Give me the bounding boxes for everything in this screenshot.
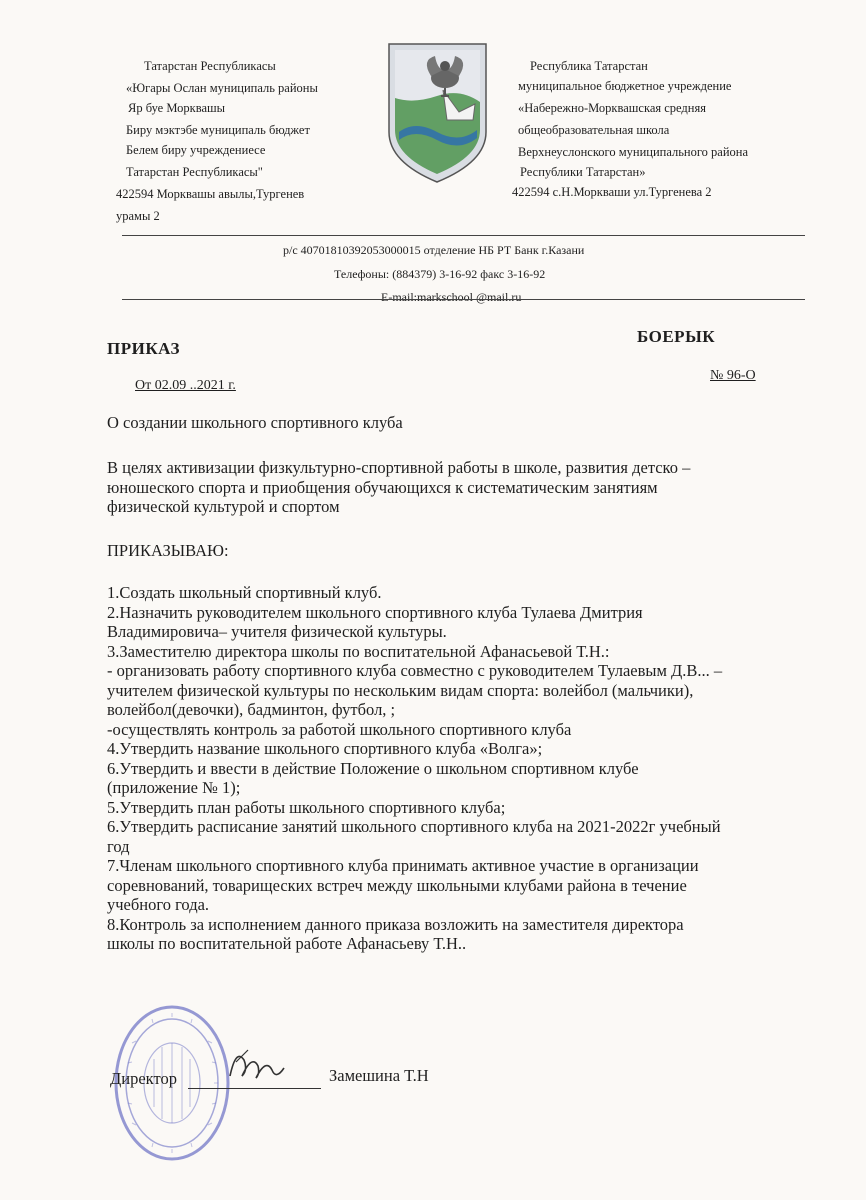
header-divider: [122, 235, 805, 236]
order-item-line: 3.Заместителю директора школы по воспитательной Афанасьевой Т.Н.:: [107, 641, 610, 661]
header-left-line: «Югары Ослан муниципаль районы: [126, 81, 318, 95]
preamble-line: В целях активизации физкультурно-спортивной работы в школе, развития детско –: [107, 458, 691, 477]
header-left-line: Биру мэктэбе муниципаль бюджет: [126, 123, 310, 137]
order-item-line: -осуществлять контроль за работой школьного спортивного клуба: [107, 719, 572, 739]
header-right-line: Верхнеуслонского муниципального района: [518, 145, 749, 159]
header-left-address: урамы 2: [116, 209, 160, 223]
order-title-tt: БОЕРЫК: [637, 327, 716, 346]
order-title-ru: ПРИКАЗ: [107, 339, 180, 358]
preamble: [107, 458, 690, 517]
order-item-line: школы по воспитательной работе Афанасьеву Т.Н..: [107, 934, 467, 953]
order-item-line: (приложение № 1);: [107, 778, 241, 797]
director-signature: [222, 1040, 292, 1085]
phone-fax: Телефоны: (884379) 3-16-92 факс 3-16-92: [334, 267, 546, 281]
header-right-title: Республика Татарстан: [530, 59, 648, 73]
header-right-address: 422594 с.Н.Моркваши ул.Тургенева 2: [512, 185, 712, 199]
order-item-line: соревнований, товарищеских встреч между школьными клубами района в течение: [107, 875, 687, 895]
order-item-line: 2.Назначить руководителем школьного спортивного клуба Тулаева Дмитрия: [107, 602, 643, 622]
order-item-line: 8.Контроль за исполнением данного приказа возложить на заместителя директора: [107, 914, 684, 934]
order-item-line: 1.Создать школьный спортивный клуб.: [107, 583, 382, 602]
preamble-line: физической культурой и спортом: [107, 497, 340, 516]
header-left-line: Белем биру учреждениесе: [126, 143, 266, 157]
header-right-line: муниципальное бюджетное учреждение: [518, 79, 732, 93]
order-item-line: 4.Утвердить название школьного спортивного клуба «Волга»;: [107, 739, 543, 758]
order-item-line: учебного года.: [107, 895, 210, 914]
order-item-line: волейбол(девочки), бадминтон, футбол, ;: [107, 700, 396, 719]
order-item-line: 5.Утвердить план работы школьного спортивного клуба;: [107, 797, 506, 817]
signature-line: [188, 1088, 321, 1089]
order-item-line: 6.Утвердить расписание занятий школьного спортивного клуба на 2021-2022г учебный: [107, 817, 721, 836]
order-items: [107, 583, 722, 954]
order-item-line: 6.Утвердить и ввести в действие Положение о школьном спортивном клубе: [107, 758, 639, 778]
header-right-line: Республики Татарстан»: [520, 165, 646, 179]
order-word: ПРИКАЗЫВАЮ:: [107, 541, 229, 560]
header-left-address: 422594 Морквашы авылы,Тургенев: [116, 187, 305, 201]
order-item-line: - организовать работу спортивного клуба совместно с руководителем Тулаевым Д.В... –: [107, 661, 723, 680]
header-left-line: Татарстан Республикасы": [126, 165, 263, 179]
order-item-line: Владимировича– учителя физической культуры.: [107, 622, 447, 641]
header-right-line: «Набережно-Морквашская средняя: [518, 101, 706, 115]
bank-account: р/с 40701810392053000015 отделение НБ РТ Банк г.Казани: [283, 243, 585, 257]
signature-role: Директор: [110, 1069, 177, 1088]
coat-of-arms-emblem: [385, 40, 490, 185]
order-date: От 02.09 ..2021 г.: [135, 378, 236, 393]
order-item-line: год: [107, 836, 130, 856]
order-item-line: 7.Членам школьного спортивного клуба принимать активное участие в организации: [107, 856, 699, 875]
order-subject: О создании школьного спортивного клуба: [107, 413, 403, 432]
header-left-line: Яр буе Морквашы: [128, 101, 226, 115]
preamble-line: юношеского спорта и приобщения обучающихся к систематическим занятиям: [107, 477, 658, 497]
order-number: № 96-О: [710, 368, 756, 383]
header-right-line: общеобразовательная школа: [518, 123, 670, 137]
contacts-divider: [122, 299, 805, 300]
order-item-line: учителем физической культуры по нескольким видам спорта: волейбол (мальчики),: [107, 680, 694, 700]
signature-name: Замешина Т.Н: [329, 1066, 429, 1085]
email: E-mail:markschool @mail.ru: [381, 290, 522, 304]
header-left-title: Татарстан Республикасы: [144, 59, 276, 73]
